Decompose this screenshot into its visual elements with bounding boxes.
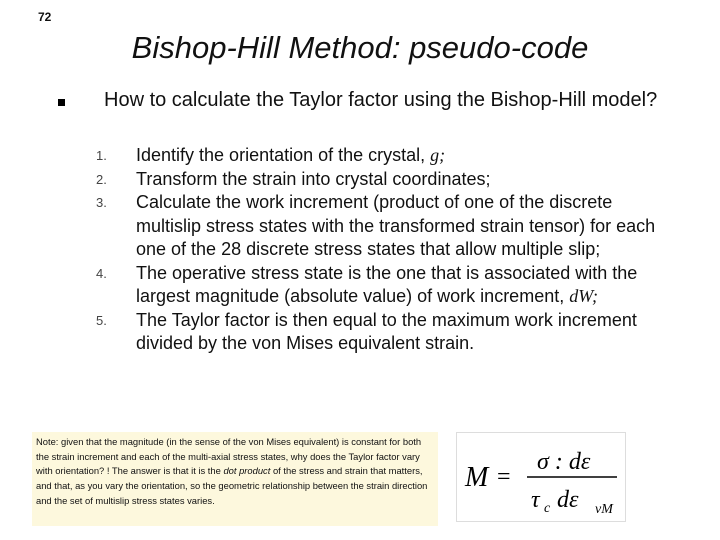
step-text: Transform the strain into crystal coordinates; <box>136 168 491 189</box>
list-item <box>96 191 676 262</box>
note-text-end: of the stress and strain that matters, and that, as you vary the orientation, so the geometric relationship between the strain direction and the set of multislip stress states varies. <box>36 465 428 506</box>
step-text: The Taylor factor is then equal to the maximum work increment divided by the von Mises equivalent strain. <box>136 309 637 353</box>
list-item <box>96 168 676 192</box>
formula-numerator: σ : dε <box>537 449 591 475</box>
step-emphasis: g; <box>430 145 446 165</box>
step-number: 2. <box>96 171 107 187</box>
formula-den-sub: vM <box>595 502 613 517</box>
formula-den-tau-sub: c <box>544 501 551 516</box>
list-item <box>96 144 676 168</box>
note-text: Note: given that the magnitude (in the sense of the von Mises equivalent) is constant for both the strain increment and each of the multi-axial stress states, why does the Taylor factor vary with orientation? ! The answer is that it is the <box>36 436 422 477</box>
bullet-square-icon <box>58 99 65 106</box>
slide-title: Bishop-Hill Method: pseudo-code <box>131 30 589 65</box>
step-text: Identify the orientation of the crystal, <box>136 145 431 165</box>
note-italic: dot product <box>223 465 271 477</box>
list-item <box>96 262 676 309</box>
step-number: 1. <box>96 148 107 163</box>
steps-list <box>96 144 676 356</box>
slide-number: 72 <box>38 10 52 24</box>
formula-den-tau: τ <box>531 487 540 513</box>
formula-equals: = <box>497 464 511 490</box>
step-number: 4. <box>96 265 107 281</box>
list-item <box>96 309 676 356</box>
taylor-factor-formula <box>456 432 626 522</box>
note-box <box>32 432 438 526</box>
step-text: Calculate the work increment (product of one of the discrete multislip stress states with the transformed strain tensor) for each one of the 28 discrete stress states that allow multiple slip; <box>136 192 656 259</box>
formula-svg <box>457 433 625 521</box>
step-text: The operative stress state is the one that is associated with the largest magnitude (absolute value) of work increment, <box>136 262 638 306</box>
formula-den-d: dε <box>557 487 579 513</box>
formula-lhs: M <box>465 462 489 493</box>
step-number: 3. <box>96 195 107 210</box>
step-emphasis: dW; <box>569 286 599 306</box>
question-text: How to calculate the Taylor factor using the Bishop-Hill model? <box>104 89 658 111</box>
step-number: 5. <box>96 312 107 328</box>
